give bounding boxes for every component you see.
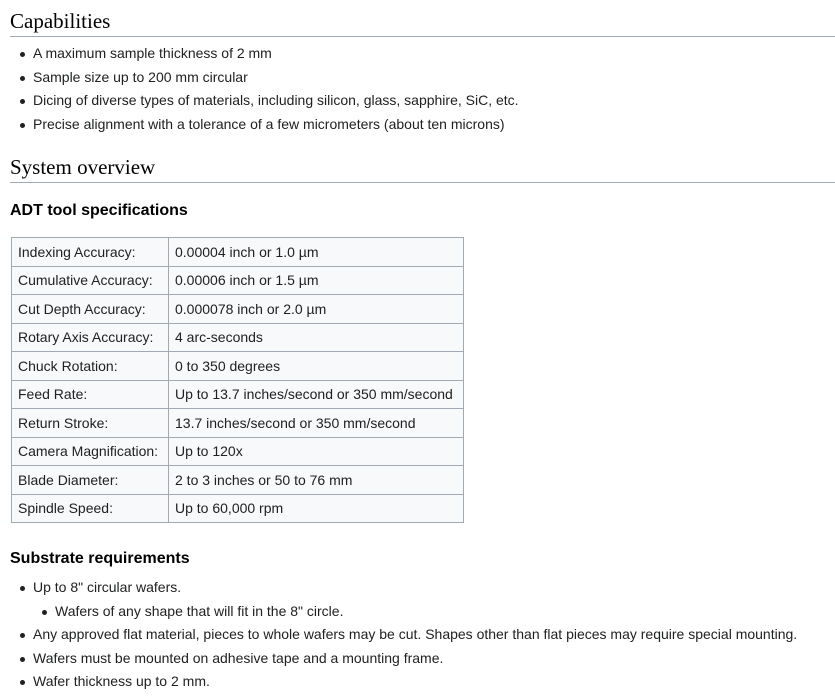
table-row (12, 409, 464, 438)
table-row (12, 494, 464, 523)
table-row (12, 266, 464, 295)
table-row (12, 238, 464, 267)
sub-list-item: Wafers of any shape that will fit in the 8" circle. (40, 600, 797, 624)
spec-label: Indexing Accuracy: (12, 238, 169, 267)
list-item: Wafers must be mounted on adhesive tape and a mounting frame. (18, 647, 797, 671)
spec-label: Rotary Axis Accuracy: (12, 323, 169, 352)
table-row (12, 352, 464, 381)
capabilities-list (18, 42, 519, 136)
table-row (12, 380, 464, 409)
capabilities-heading: Capabilities (10, 8, 835, 37)
system-overview-heading: System overview (10, 154, 835, 183)
spec-label: Return Stroke: (12, 409, 169, 438)
list-item: Wafer thickness up to 2 mm. (18, 670, 797, 694)
spec-value: Up to 120x (169, 437, 464, 466)
spec-label: Feed Rate: (12, 380, 169, 409)
spec-value: 13.7 inches/second or 350 mm/second (169, 409, 464, 438)
substrate-heading: Substrate requirements (10, 550, 190, 567)
table-row (12, 437, 464, 466)
spec-value: 0.00006 inch or 1.5 µm (169, 266, 464, 295)
spec-label: Chuck Rotation: (12, 352, 169, 381)
spec-value: 0.00004 inch or 1.0 µm (169, 238, 464, 267)
spec-label: Blade Diameter: (12, 466, 169, 495)
list-item: Precise alignment with a tolerance of a few micrometers (about ten microns) (18, 113, 519, 137)
spec-label: Camera Magnification: (12, 437, 169, 466)
table-row (12, 323, 464, 352)
substrate-list (18, 576, 797, 694)
spec-value: 4 arc-seconds (169, 323, 464, 352)
spec-label: Cut Depth Accuracy: (12, 295, 169, 324)
list-item: Up to 8" circular wafers. (18, 576, 797, 600)
specs-table (11, 237, 464, 523)
spec-value: Up to 60,000 rpm (169, 494, 464, 523)
table-row (12, 466, 464, 495)
list-item: A maximum sample thickness of 2 mm (18, 42, 519, 66)
list-item: Sample size up to 200 mm circular (18, 66, 519, 90)
adt-specs-heading: ADT tool specifications (10, 202, 188, 219)
list-item: Dicing of diverse types of materials, including silicon, glass, sapphire, SiC, etc. (18, 89, 519, 113)
spec-value: 0.000078 inch or 2.0 µm (169, 295, 464, 324)
table-row (12, 295, 464, 324)
spec-value: Up to 13.7 inches/second or 350 mm/second (169, 380, 464, 409)
spec-label: Cumulative Accuracy: (12, 266, 169, 295)
spec-value: 2 to 3 inches or 50 to 76 mm (169, 466, 464, 495)
spec-label: Spindle Speed: (12, 494, 169, 523)
spec-value: 0 to 350 degrees (169, 352, 464, 381)
list-item: Any approved flat material, pieces to whole wafers may be cut. Shapes other than flat pieces may require special mounting. (18, 623, 797, 647)
